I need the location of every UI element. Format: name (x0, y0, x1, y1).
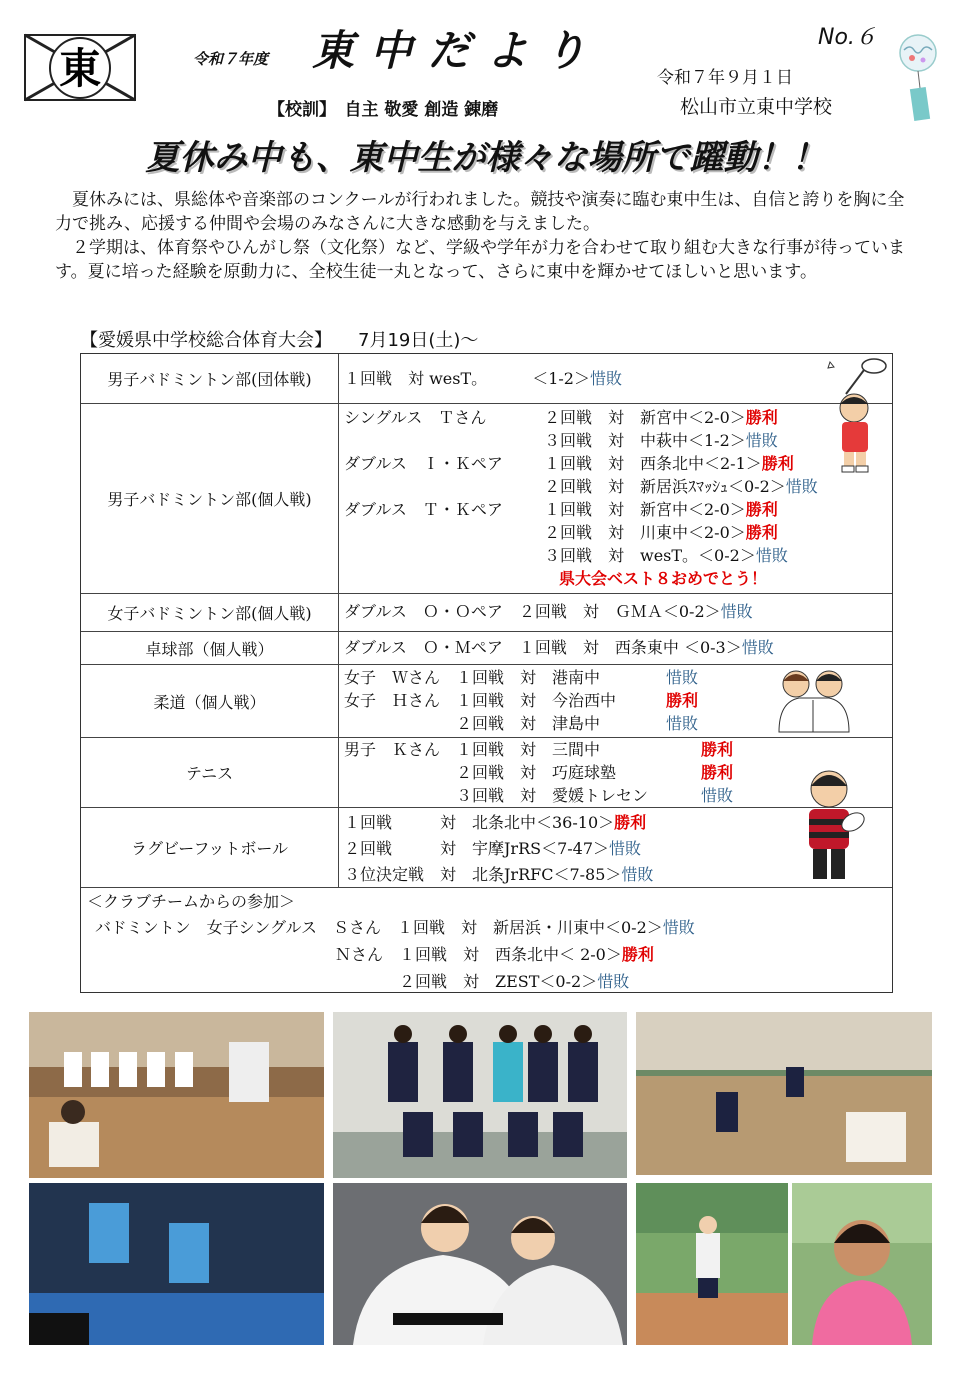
table-row (81, 808, 892, 888)
table-row (81, 632, 892, 665)
result-label: 勝利 (745, 500, 778, 519)
result-label: 惜敗 (666, 668, 699, 687)
result-label: 惜敗 (701, 786, 734, 805)
results-table (80, 353, 893, 993)
match-text: 女子 Ｗさん １回戦 対 港南中 (344, 668, 601, 687)
match-text: ダブルス Ｏ・Ｍペア １回戦 対 西条東中 ＜0-3＞ (344, 638, 742, 657)
result-label: 惜敗 (597, 972, 630, 991)
best8-note: 県大会ベスト８おめでとう！ (559, 569, 768, 588)
category-cell: テニス (81, 738, 339, 807)
result-label: 惜敗 (741, 638, 774, 657)
match-text: ３回戦 対 愛媛トレセン (344, 786, 649, 805)
match-text: ２回戦 対 津島中 (344, 714, 601, 733)
svg-text:東: 東 (58, 44, 102, 93)
match-text: 男子 Ｋさん １回戦 対 三間中 (344, 740, 601, 759)
photo-team-group (333, 1012, 627, 1178)
judo-illustration (771, 664, 856, 734)
match-text: ３位決定戦 対 北条JrRFC＜7-85＞ (344, 865, 622, 884)
match-text: ２回戦 対 新宮中＜2-0＞ (544, 408, 746, 427)
table-row (81, 738, 892, 808)
result-label: 勝利 (666, 691, 699, 710)
match-text: ２回戦 対 新居浜ｽﾏｯｼｭ＜0-2＞ (544, 477, 786, 496)
match-text: ２回戦 対 ZEST＜0-2＞ (95, 972, 598, 991)
table-row (81, 354, 892, 404)
result-label: 勝利 (745, 523, 778, 542)
category-cell: 柔道（個人戦） (81, 665, 339, 737)
player-label: シングルス Ｔさん (344, 408, 487, 427)
headline: 夏休み中も、東中生が様々な場所で躍動！！ (145, 138, 826, 178)
match-text: １回戦 対 北条北中＜36-10＞ (344, 813, 615, 832)
category-cell: 男子バドミントン部(個人戦) (81, 404, 339, 593)
match-text: ３回戦 対 中萩中＜1-2＞ (544, 431, 746, 450)
table-row (81, 888, 892, 992)
result-label: 勝利 (701, 740, 734, 759)
issue-date: 令和７年９月１日 (657, 68, 793, 88)
intro-paragraph: 夏休みには、県総体や音楽部のコンクールが行われました。競技や演奏に臨む東中生は、自信と誇りを胸に全力で挑み、応援する仲間や会場のみなさんに大きな感動を与えました。 (55, 190, 905, 234)
wind-chime-illustration (890, 28, 950, 123)
result-label: 惜敗 (662, 918, 695, 937)
result-label: 惜敗 (590, 369, 623, 388)
match-text: 女子 Ｈさん １回戦 対 今治西中 (344, 691, 617, 710)
result-label: 惜敗 (785, 477, 818, 496)
result-label: 勝利 (621, 945, 654, 964)
meet-name: 【愛媛県中学校総合体育大会】 (80, 330, 332, 351)
match-text: １回戦 対 西条北中＜2-1＞ (544, 454, 762, 473)
photo-tennis-player (792, 1183, 932, 1345)
player-label: ダブルス Ｔ・Ｋペア (344, 500, 503, 519)
photo-badminton-match (636, 1012, 932, 1175)
newsletter-title: 東中だより (312, 26, 603, 75)
match-text: ３回戦 対 wesT。＜0-2＞ (544, 546, 756, 565)
match-text: Ｎさん １回戦 対 西条北中＜ 2-0＞ (95, 945, 622, 964)
meet-heading (80, 326, 478, 352)
category-cell: 卓球部（個人戦） (81, 632, 339, 664)
photo-table-tennis (29, 1183, 324, 1345)
photo-badminton-team (29, 1012, 324, 1178)
match-text: ２回戦 対 宇摩JrRS＜7-47＞ (344, 839, 610, 858)
match-text: １回戦 対 wesT。 ＜1-2＞ (344, 369, 590, 388)
match-text: ２回戦 対 巧庭球塾 (344, 763, 617, 782)
table-row (81, 404, 892, 594)
match-text: ダブルス Ｏ・Ｏペア ２回戦 対 ＧＭＡ＜0-2＞ (344, 602, 721, 621)
photo-tennis-serve (636, 1183, 788, 1345)
result-label: 惜敗 (720, 602, 753, 621)
match-text: １回戦 対 新宮中＜2-0＞ (544, 500, 746, 519)
fiscal-year: 令和７年度 (193, 50, 269, 68)
club-heading: ＜クラブチームからの参加＞ (87, 892, 296, 911)
issue-number: No.６ (818, 25, 877, 50)
category-cell: 女子バドミントン部(個人戦) (81, 594, 339, 631)
result-label: 惜敗 (666, 714, 699, 733)
result-label: 勝利 (745, 408, 778, 427)
intro-text (55, 188, 917, 284)
player-label: ダブルス Ｉ・Ｋペア (344, 454, 503, 473)
school-name: 松山市立東中学校 (680, 96, 833, 118)
category-cell: 男子バドミントン部(団体戦) (81, 354, 339, 403)
badminton-player-illustration (826, 356, 894, 476)
result-label: 惜敗 (621, 865, 654, 884)
photo-judo (333, 1183, 627, 1345)
category-cell: ラグビーフットボール (81, 808, 339, 887)
result-label: 惜敗 (755, 546, 788, 565)
result-label: 惜敗 (609, 839, 642, 858)
result-label: 勝利 (614, 813, 647, 832)
intro-paragraph: ２学期は、体育祭やひんがし祭（文化祭）など、学級や学年が力を合わせて取り組む大きな行事が待っています。夏に培った経験を原動力に、全校生徒一丸となって、さらに東中を輝かせてほしいと思います。 (55, 238, 905, 282)
meet-date: 7月19日(土)～ (358, 330, 479, 351)
result-label: 勝利 (761, 454, 794, 473)
result-label: 勝利 (701, 763, 734, 782)
result-label: 惜敗 (745, 431, 778, 450)
school-motto: 【校訓】 自主 敬愛 創造 錬磨 (268, 100, 499, 120)
table-row (81, 594, 892, 632)
match-text: バドミントン 女子シングルス Ｓさん １回戦 対 新居浜・川東中＜0-2＞ (95, 918, 663, 937)
school-logo (20, 30, 140, 105)
match-text: ２回戦 対 川東中＜2-0＞ (544, 523, 746, 542)
rugby-player-illustration (781, 764, 871, 889)
